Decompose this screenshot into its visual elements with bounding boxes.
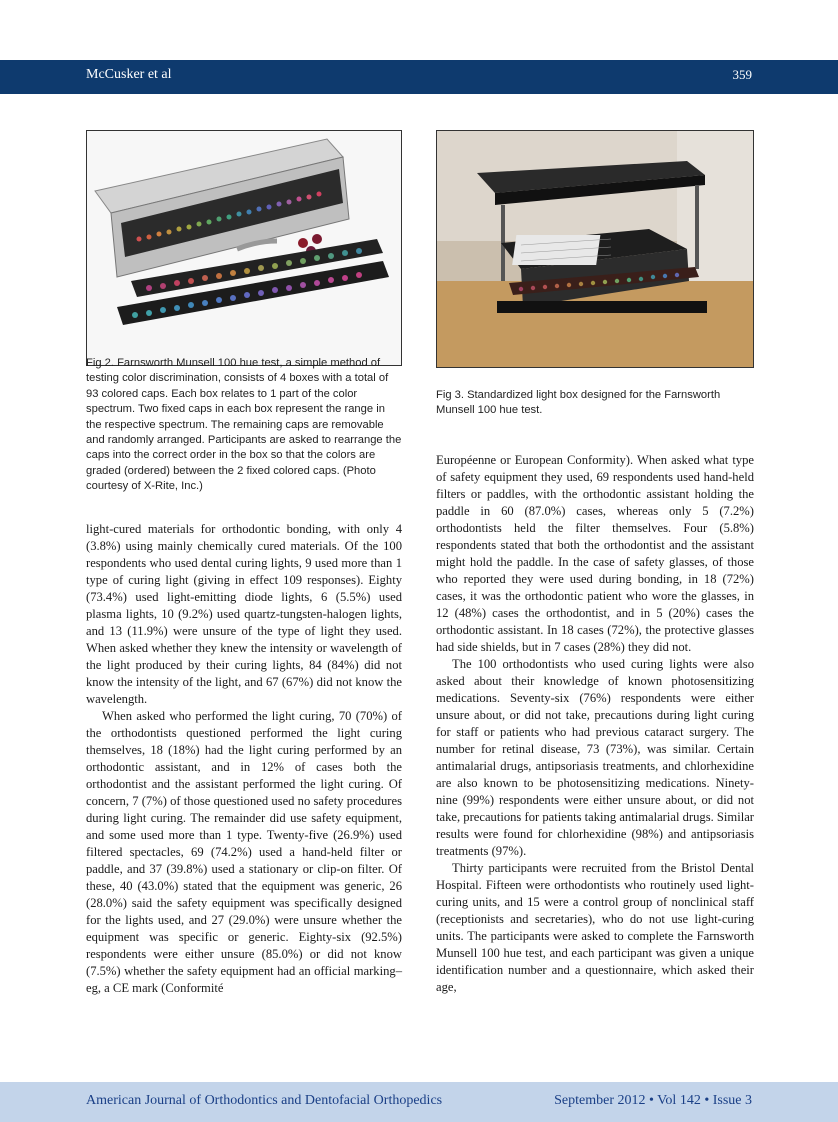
- paragraph: Européenne or European Conformity). When asked what type of safety equipment they used, 69 respondents used hand-held filters or paddles, with the orthodontic assistant holding the paddle in 60 (87.0%) cases, whereas only 5 (7.2%) orthodontists held the filter themselves. Four (5.8%) respondents stated that both the orthodontist and the assistant might hold the paddle. In the case of safety glasses, of those who reported they were used during bonding, in 18 (72%) cases, it was the orthodontic patient who wore the glasses, in 12 (48%) cases the orthodontist, and in 5 (20%) cases the orthodontic assistant. In 18 cases (72%), the protective glasses had side shields, but in 7 cases (28%) they did not.: [436, 453, 754, 655]
- figure-2-caption: Fig 2. Farnsworth Munsell 100 hue test, a simple method of testing color discrimination, consists of 4 boxes with a total of 93 colored caps. Each box relates to 1 part of the color spectrum. Two fixed caps in each box represent the range in the respective spectrum. The remaining caps are removable and randomly arranged. Participants are asked to rearrange the caps into the correct order in the box so that the colors are graded (ordered) between the 2 fixed colored caps. (Photo courtesy of X-Rite, Inc.): [86, 357, 402, 493]
- page-number: 359: [732, 67, 752, 82]
- paragraph: The 100 orthodontists who used curing lights were also asked about their knowledge of known photosensitizing medications. Seventy-six (76%) respondents were either unsure about, or did not take, precautions during light curing for staff or patients who had previous cataract surgery. The number for retinal disease, 73 (73%), was similar. Certain antimalarial drugs, antipsoriasis treatments, and chlorhexidine are also known to be photosensitizing medications. Ninety-nine (99%) respondents were either unsure about, or did not take, precautions for patients taking antimalarial drugs. Similar results were found for chlorhexidine (98%) and antipsoriasis treatments (97%).: [436, 657, 754, 859]
- light-box-illustration: [437, 131, 754, 368]
- figure-3-image: [436, 130, 754, 368]
- journal-footer: [0, 1082, 838, 1122]
- figure-2-image: [86, 130, 402, 366]
- journal-title: American Journal of Orthodontics and Dentofacial Orthopedics: [86, 1093, 443, 1108]
- issue-info: September 2012 • Vol 142 • Issue 3: [554, 1093, 752, 1108]
- left-column-text: [86, 521, 402, 997]
- running-head-authors: McCusker et al: [86, 67, 172, 82]
- paragraph: When asked who performed the light curing, 70 (70%) of the orthodontists questioned performed the light curing themselves, 18 (18%) had the light curing performed by an orthodontic assistant, and in 12% of cases both the orthodontist and the assistant performed the light curing. Of concern, 7 (7%) of those questioned used no safety procedures during light curing. The remainder did use safety equipment, and some used more than 1 type. Twenty-five (26.9%) used filtered spectacles, 69 (74.2%) used a hand-held filter or paddle, and 37 (39.8%) used a stationary or clip-on filter. Of these, 40 (43.0%) stated that the equipment was generic, 26 (28.0%) said the safety equipment was specifically designed for the lights used, and 27 (29.0%) were unsure whether the equipment was specific or generic. Eighty-six (92.5%) respondents were either unsure (85.0%) or did not know (7.5%) whether the safety equipment had an official marking–eg, a CE mark (Conformité: [86, 709, 402, 996]
- figure-3-caption: Fig 3. Standardized light box designed for the Farnsworth Munsell 100 hue test.: [436, 389, 721, 417]
- right-column-text: [436, 452, 754, 997]
- running-header: [0, 60, 838, 94]
- paragraph: Thirty participants were recruited from the Bristol Dental Hospital. Fifteen were orthodontists who routinely used light-curing units, and 15 were a control group of nonclinical staff (receptionists and secretaries), who do not use light-curing units. The participants were asked to complete the Farnsworth Munsell 100 hue test, and each participant was given a unique identification number and a questionnaire, which asked their age,: [436, 861, 754, 995]
- hue-test-boxes-illustration: [87, 131, 402, 366]
- paragraph: light-cured materials for orthodontic bonding, with only 4 (3.8%) using mainly chemically cured materials. Of the 100 respondents who used dental curing lights, 9 used more than 1 type of curing light (giving in effect 109 responses). Eighty (73.4%) used light-emitting diode lights, 6 (5.5%) used plasma lights, 10 (9.2%) used quartz-tungsten-halogen lights, and 13 (11.9%) were unsure of the type of light they used. When asked whether they knew the intensity or wavelength of the light produced by their curing lights, 84 (84%) did not know the intensity of the light, and 67 (67%) did not know the wavelength.: [86, 522, 402, 707]
